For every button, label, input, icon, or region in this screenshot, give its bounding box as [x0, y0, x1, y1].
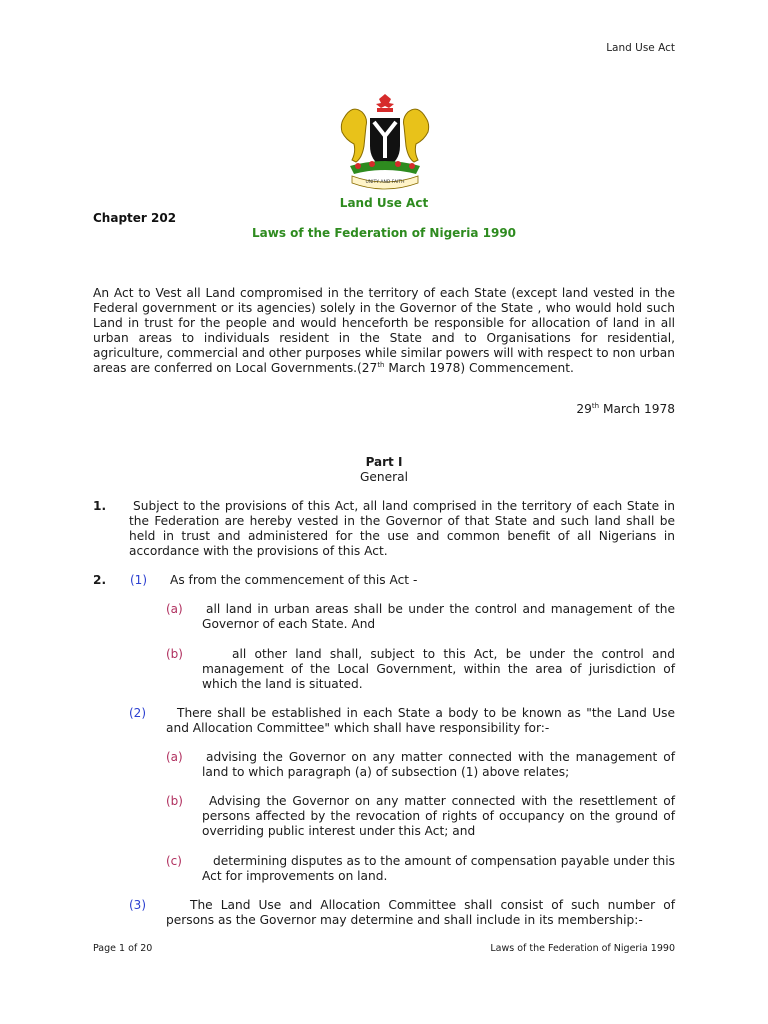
item-2-1-a-text: all land in urban areas shall be under the control and management of the Governor of each State. And — [202, 602, 675, 631]
commencement-date: 29th March 1978 — [576, 401, 675, 416]
footer-laws: Laws of the Federation of Nigeria 1990 — [490, 943, 675, 954]
preamble: An Act to Vest all Land compromised in the territory of each State (except land vested in the Federal government or its agencies) solely in the Governor of the State , who would hold such Land in trust for the people and would henceforth be responsible for allocation of land in all urban areas to individuals resident in the State and to Organisations for residential, agriculture, commercial and other purposes while similar powers will with respect to non urban areas are conferred on Local Governments.(27th March 1978) Commencement. — [93, 286, 675, 375]
subsection-2-2-label: (2) — [129, 706, 146, 720]
part-title: Part I — [365, 455, 403, 469]
item-2-1-b-label: (b) — [166, 647, 183, 661]
item-2-2-a-text: advising the Governor on any matter connected with the management of land to which paragraph (a) of subsection (1) above relates; — [202, 750, 675, 779]
subsection-2-2-text: There shall be established in each State a body to be known as "the Land Use and Allocation Committee" which shall have responsibility for:- — [166, 706, 675, 735]
item-2-2-b-text: Advising the Governor on any matter connected with the resettlement of persons affected by the revocation of rights of occupancy on the ground of overriding public interest under this Act; and — [202, 794, 675, 838]
act-title: Land Use Act — [339, 196, 429, 210]
section-2-number: 2. — [93, 573, 107, 587]
section-1-text: Subject to the provisions of this Act, all land comprised in the territory of each State in the Federation are hereby vested in the Governor of that State and such land shall be held in trust and administered for the use and common benefit of all Nigerians in accordance with the provisions of this Act. — [129, 499, 675, 558]
item-2-1-a-label: (a) — [166, 602, 183, 616]
chapter-label: Chapter 202 — [93, 211, 177, 225]
nigeria-coat-of-arms-icon — [322, 90, 448, 190]
running-header: Land Use Act — [606, 42, 675, 54]
page-number: Page 1 of 20 — [93, 943, 153, 954]
svg-text:UNITY AND FAITH: UNITY AND FAITH — [365, 180, 405, 185]
item-2-2-c-text: determining disputes as to the amount of compensation payable under this Act for improvements on land. — [202, 854, 675, 883]
subsection-2-1-text: As from the commencement of this Act - — [170, 573, 418, 587]
item-2-2-b-label: (b) — [166, 794, 183, 808]
laws-title: Laws of the Federation of Nigeria 1990 — [251, 226, 517, 240]
item-2-1-b-text: all other land shall, subject to this Act, be under the control and management of the Local Government, within the area of jurisdiction of which the land is situated. — [202, 647, 675, 691]
subsection-2-3-text: The Land Use and Allocation Committee shall consist of such number of persons as the Governor may determine and shall include in its membership:- — [166, 898, 675, 927]
item-2-2-c-label: (c) — [166, 854, 182, 868]
item-2-2-a-label: (a) — [166, 750, 183, 764]
subsection-2-3-label: (3) — [129, 898, 146, 912]
section-1-number: 1. — [93, 499, 107, 513]
part-subtitle: General — [359, 470, 409, 484]
subsection-2-1-label: (1) — [130, 573, 147, 587]
